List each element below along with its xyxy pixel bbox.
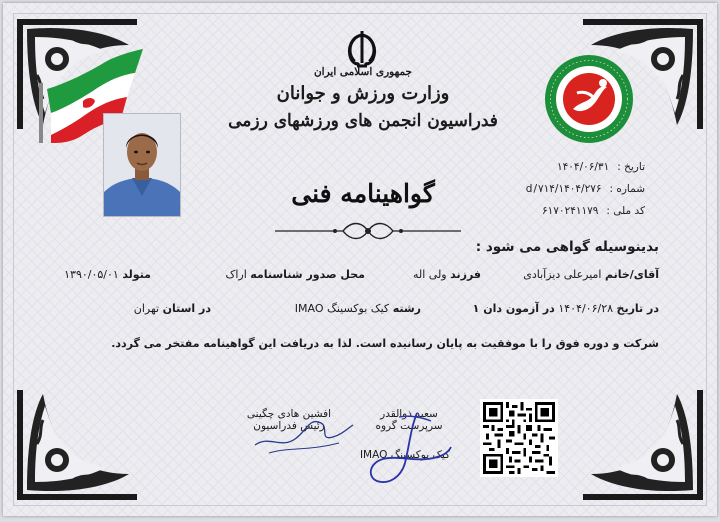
qr-code-icon (483, 402, 555, 474)
national-id-label: کد ملی : (606, 205, 645, 217)
student-name: امیرعلی دیزآبادی (523, 268, 602, 281)
certificate-title: گواهینامه فنی (291, 179, 435, 208)
father-field (413, 268, 481, 281)
name-field (523, 268, 659, 281)
student-photo (103, 113, 181, 217)
qr-code (480, 399, 558, 477)
exam-date-label: در تاریخ (616, 302, 659, 315)
mr-mrs-label: آقای/خانم (604, 268, 659, 281)
date-label: تاریخ : (617, 161, 645, 173)
ornamental-divider-icon (273, 219, 463, 243)
province-value: تهران (133, 302, 160, 315)
closing-statement: شرکت و دوره فوق را با موفقیت به پایان رسانیده است. لذا به دریافت این گواهینامه مفتخر می گردد. (111, 337, 659, 350)
national-id-row (485, 205, 645, 217)
father-name: ولی اله (412, 268, 447, 281)
field-value: کیک بوکسینگ IMAO (294, 302, 390, 315)
right-signer-role: سرپرست گروه (375, 420, 443, 432)
left-signer-role: رئیس فدراسیون (253, 420, 325, 432)
date-value: ۱۴۰۴/۰۶/۳۱ (557, 161, 610, 173)
federation-logo-icon (543, 53, 635, 145)
federation-heading: فدراسیون انجمن های ورزشهای رزمی (228, 111, 498, 131)
exam-label: در آزمون دان ۱ (472, 302, 555, 315)
corner-ornament-icon (579, 386, 707, 504)
corner-ornament-icon (13, 386, 141, 504)
field-label: رشته (392, 302, 421, 315)
lead-statement: بدینوسیله گواهی می شود : (475, 239, 659, 255)
number-value: ۱۴۰۴/۲۷۶/d/۷۱۴ (525, 183, 602, 195)
ministry-heading: وزارت ورزش و جوانان (276, 83, 450, 104)
right-signer-group: کیک بوکسینگ IMAO (359, 449, 451, 461)
birth-date: ۱۳۹۰/۰۵/۰۱ (64, 268, 119, 281)
issue-place-field (225, 268, 365, 281)
certificate (3, 3, 717, 516)
field-field (295, 302, 421, 315)
province-label: در استان (162, 302, 211, 315)
exam-date-field (473, 302, 659, 315)
birth-label: متولد (122, 268, 151, 281)
right-signer-name: سعید ذوالقدر (380, 408, 438, 420)
exam-date-value: ۱۴۰۴/۰۶/۲۸ (558, 302, 614, 315)
left-signer-name: افشین هادی چگینی (246, 408, 332, 420)
republic-heading: جمهوری اسلامی ایران (313, 66, 413, 78)
number-row (485, 183, 645, 195)
number-label: شماره : (609, 183, 645, 195)
child-of-label: فرزند (450, 268, 481, 281)
birth-field (64, 268, 151, 281)
issue-place-label: محل صدور شناسنامه (250, 268, 365, 281)
province-field (134, 302, 211, 315)
iran-emblem-icon (339, 29, 385, 69)
right-handwritten-signature-icon (359, 407, 455, 491)
national-id-value: ۶۱۷۰۲۴۱۱۷۹ (542, 205, 599, 217)
issue-place-value: اراک (225, 268, 247, 281)
date-row (485, 161, 645, 173)
